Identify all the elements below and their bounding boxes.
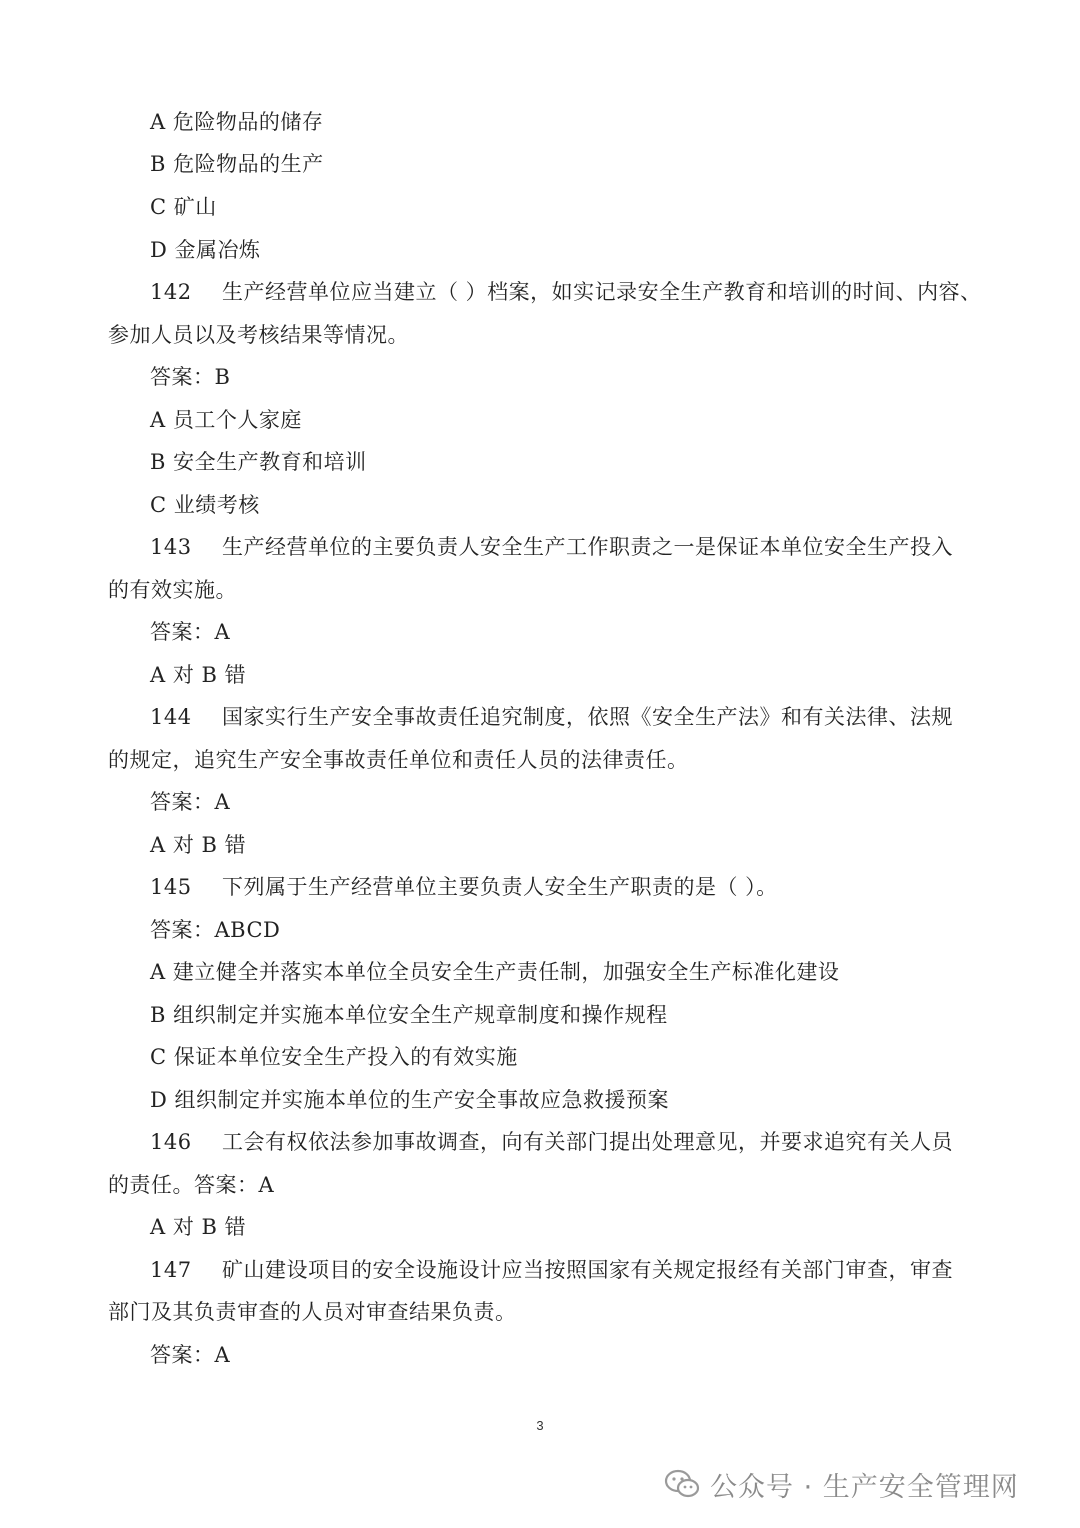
question-text: 生产经营单位应当建立（ ）档案，如实记录安全生产教育和培训的时间、内容、 [222,280,982,304]
question-number: 143 [150,535,192,559]
answer-line: 答案：B [150,365,231,389]
question-text: 生产经营单位的主要负责人安全生产工作职责之一是保证本单位安全生产投入 [222,535,953,559]
question-text: 下列属于生产经营单位主要负责人安全生产职责的是（ ）。 [222,875,778,899]
option-line: A 危险物品的储存 [150,110,324,134]
option-line: C 保证本单位安全生产投入的有效实施 [150,1045,518,1069]
question-text: 的规定，追究生产安全事故责任单位和责任人员的法律责任。 [108,748,689,772]
option-line: A 对 B 错 [150,833,247,857]
question-number: 144 [150,705,192,729]
answer-line: 答案：A [150,620,231,644]
option-line: A 对 B 错 [150,663,247,687]
option-line: B 危险物品的生产 [150,152,324,176]
question-text: 部门及其负责审查的人员对审查结果负责。 [108,1300,517,1324]
wechat-icon [664,1469,700,1499]
answer-line: 答案：ABCD [150,918,281,942]
question-number: 146 [150,1130,192,1154]
option-line: D 金属冶炼 [150,238,261,262]
question-number: 145 [150,875,192,899]
answer-line: 答案：A [150,790,231,814]
watermark [664,1462,1019,1506]
question-text: 矿山建设项目的安全设施设计应当按照国家有关规定报经有关部门审查，审查 [222,1258,953,1282]
question-number: 142 [150,280,192,304]
question-text: 的有效实施。 [108,578,237,602]
option-line: A 员工个人家庭 [150,408,302,432]
question-text: 国家实行生产安全事故责任追究制度，依照《安全生产法》和有关法律、法规 [222,705,953,729]
option-line: A 建立健全并落实本单位全员安全生产责任制，加强安全生产标准化建设 [150,960,840,984]
question-text: 工会有权依法参加事故调查，向有关部门提出处理意见，并要求追究有关人员 [222,1130,953,1154]
option-line: B 安全生产教育和培训 [150,450,367,474]
option-line: C 矿山 [150,195,217,219]
option-line: C 业绩考核 [150,493,260,517]
question-text: 的责任。答案：A [108,1173,275,1197]
option-line: B 组织制定并实施本单位安全生产规章制度和操作规程 [150,1003,668,1027]
answer-line: 答案：A [150,1343,231,1367]
option-line: A 对 B 错 [150,1215,247,1239]
option-line: D 组织制定并实施本单位的生产安全事故应急救援预案 [150,1088,670,1112]
question-text: 参加人员以及考核结果等情况。 [108,323,409,347]
watermark-text: 公众号 · 生产安全管理网 [710,1471,1019,1503]
page-number: 3 [536,1418,544,1433]
question-number: 147 [150,1258,192,1282]
